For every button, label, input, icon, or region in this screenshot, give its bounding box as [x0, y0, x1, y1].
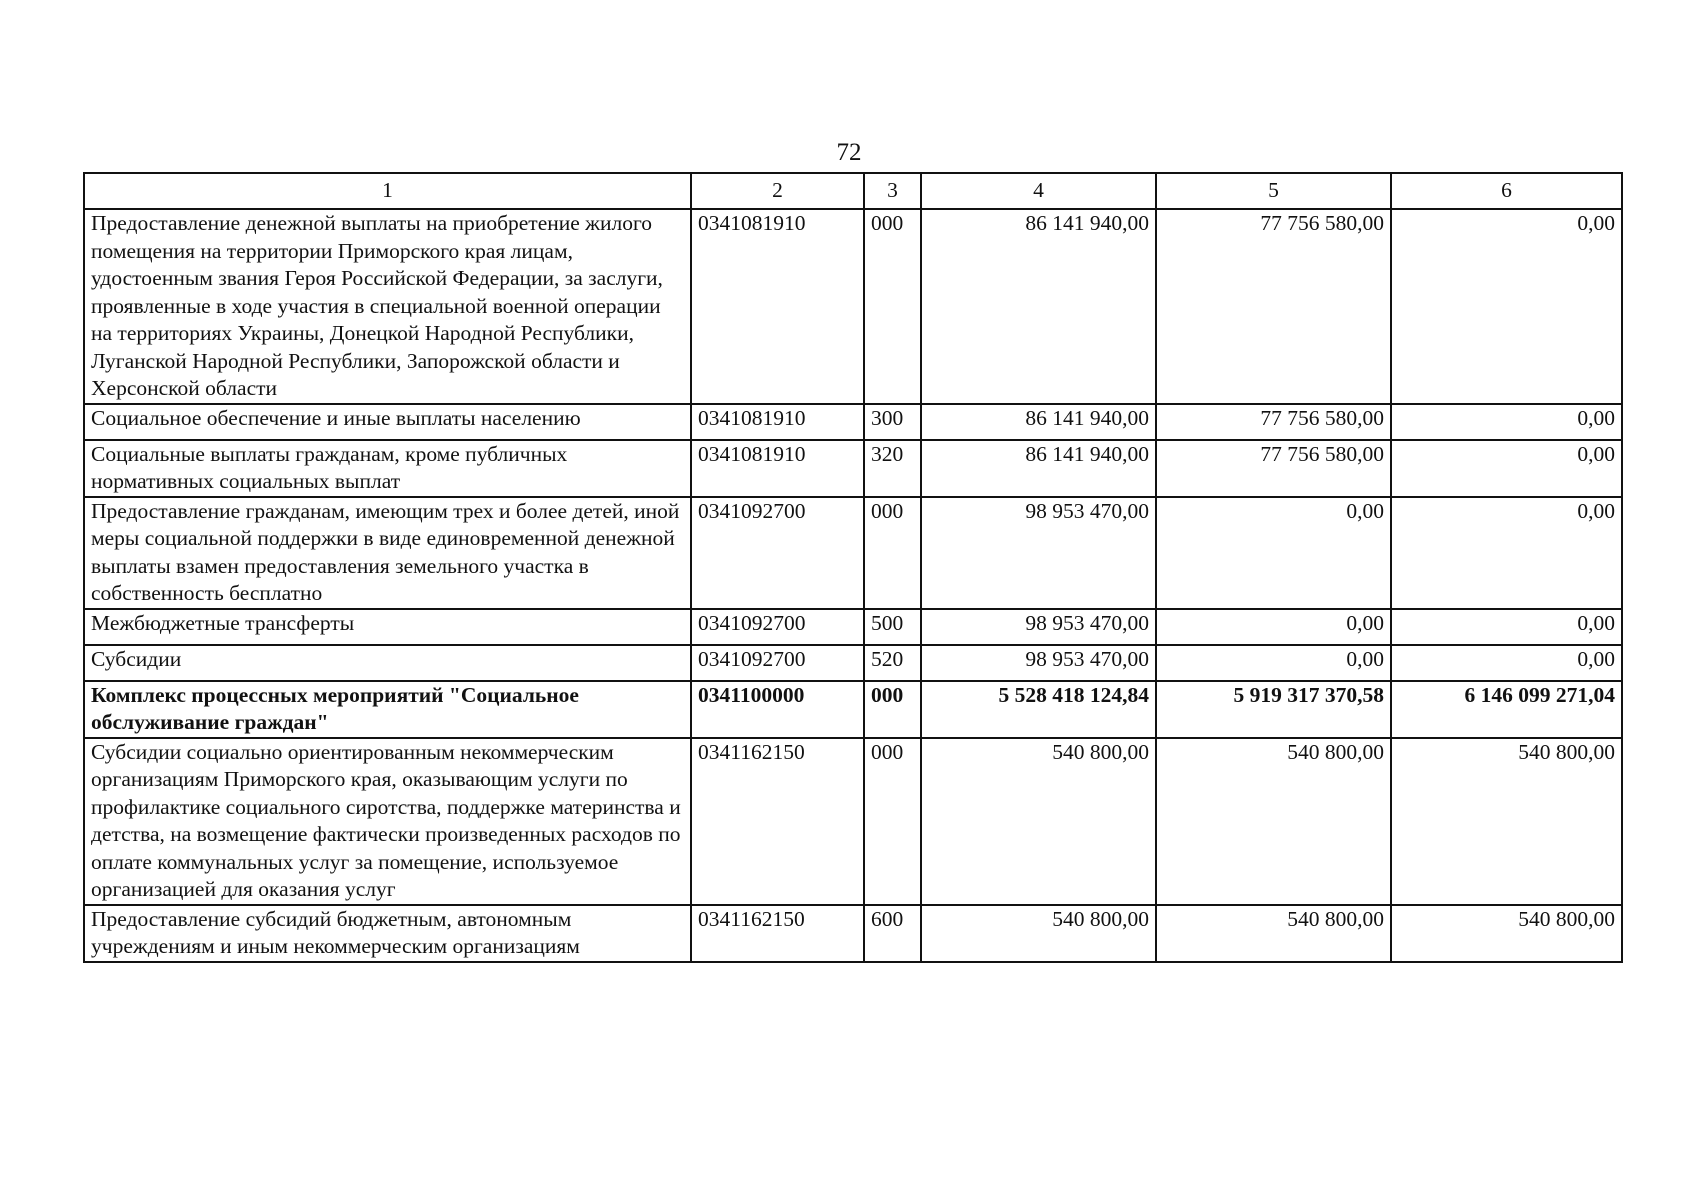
row-value-col6: 0,00: [1391, 209, 1622, 404]
row-value-col6: 0,00: [1391, 404, 1622, 440]
table-row: [84, 497, 1622, 609]
row-name: Предоставление гражданам, имеющим трех и более детей, иной меры социальной поддержки в виде единовременной денежной выплаты взамен предоставления земельного участка в собственность бесплатно: [84, 497, 691, 609]
row-name: Социальные выплаты гражданам, кроме публичных нормативных социальных выплат: [84, 440, 691, 497]
row-code: 0341081910: [691, 209, 864, 404]
page-number: 72: [836, 139, 862, 166]
row-value-col5: 540 800,00: [1156, 905, 1391, 962]
row-type: 000: [864, 681, 921, 738]
table-row: [84, 738, 1622, 905]
row-name: Субсидии социально ориентированным некоммерческим организациям Приморского края, оказывающим услуги по профилактике социального сиротства, поддержке материнства и детства, на возмещение фактически произведенных расходов по оплате коммунальных услуг за помещение, используемое организацией для оказания услуг: [84, 738, 691, 905]
header-col-6: 6: [1391, 173, 1622, 209]
row-value-col5: 0,00: [1156, 497, 1391, 609]
row-code: 0341092700: [691, 497, 864, 609]
row-value-col5: 0,00: [1156, 645, 1391, 681]
row-name: Предоставление субсидий бюджетным, автономным учреждениям и иным некоммерческим организациям: [84, 905, 691, 962]
row-value-col4: 5 528 418 124,84: [921, 681, 1156, 738]
row-name: Комплекс процессных мероприятий "Социальное обслуживание граждан": [84, 681, 691, 738]
row-value-col5: 77 756 580,00: [1156, 440, 1391, 497]
row-name: Предоставление денежной выплаты на приобретение жилого помещения на территории Приморского края лицам, удостоенным звания Героя Российской Федерации, за заслуги, проявленные в ходе участия в специальной военной операции на территориях Украины, Донецкой Народной Республики, Луганской Народной Республики, Запорожской области и Херсонской области: [84, 209, 691, 404]
row-code: 0341100000: [691, 681, 864, 738]
header-col-4: 4: [921, 173, 1156, 209]
table-header-row: [84, 173, 1622, 209]
row-value-col4: 540 800,00: [921, 905, 1156, 962]
row-code: 0341092700: [691, 645, 864, 681]
row-type: 320: [864, 440, 921, 497]
header-col-5: 5: [1156, 173, 1391, 209]
table-row: [84, 905, 1622, 962]
row-code: 0341162150: [691, 738, 864, 905]
row-type: 000: [864, 497, 921, 609]
row-value-col5: 77 756 580,00: [1156, 209, 1391, 404]
table-row: [84, 209, 1622, 404]
table-row: [84, 681, 1622, 738]
row-value-col6: 0,00: [1391, 645, 1622, 681]
row-value-col6: 540 800,00: [1391, 905, 1622, 962]
row-name: Межбюджетные трансферты: [84, 609, 691, 645]
row-value-col4: 86 141 940,00: [921, 404, 1156, 440]
table-row: [84, 404, 1622, 440]
row-type: 000: [864, 209, 921, 404]
row-value-col5: 5 919 317 370,58: [1156, 681, 1391, 738]
row-name: Субсидии: [84, 645, 691, 681]
row-type: 500: [864, 609, 921, 645]
budget-table: [83, 172, 1623, 963]
row-value-col4: 540 800,00: [921, 738, 1156, 905]
row-value-col4: 98 953 470,00: [921, 645, 1156, 681]
row-value-col6: 6 146 099 271,04: [1391, 681, 1622, 738]
row-value-col6: 540 800,00: [1391, 738, 1622, 905]
row-value-col4: 86 141 940,00: [921, 440, 1156, 497]
row-code: 0341092700: [691, 609, 864, 645]
row-code: 0341081910: [691, 440, 864, 497]
row-value-col4: 98 953 470,00: [921, 609, 1156, 645]
header-col-2: 2: [691, 173, 864, 209]
table-row: [84, 609, 1622, 645]
row-name: Социальное обеспечение и иные выплаты населению: [84, 404, 691, 440]
row-value-col4: 98 953 470,00: [921, 497, 1156, 609]
row-value-col6: 0,00: [1391, 497, 1622, 609]
row-value-col5: 0,00: [1156, 609, 1391, 645]
row-type: 600: [864, 905, 921, 962]
row-value-col5: 77 756 580,00: [1156, 404, 1391, 440]
row-type: 300: [864, 404, 921, 440]
row-code: 0341081910: [691, 404, 864, 440]
row-value-col5: 540 800,00: [1156, 738, 1391, 905]
row-value-col6: 0,00: [1391, 609, 1622, 645]
row-type: 520: [864, 645, 921, 681]
table-row: [84, 645, 1622, 681]
row-value-col6: 0,00: [1391, 440, 1622, 497]
row-type: 000: [864, 738, 921, 905]
row-value-col4: 86 141 940,00: [921, 209, 1156, 404]
row-code: 0341162150: [691, 905, 864, 962]
table-row: [84, 440, 1622, 497]
header-col-1: 1: [84, 173, 691, 209]
header-col-3: 3: [864, 173, 921, 209]
